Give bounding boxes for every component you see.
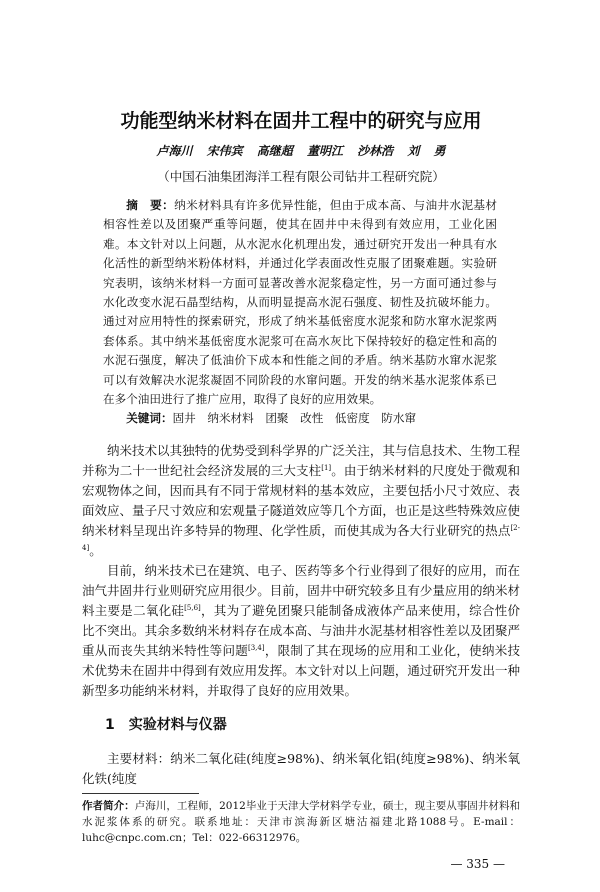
section-title: 实验材料与仪器 (128, 716, 227, 733)
citation: [5,6] (184, 603, 201, 612)
text-run: 。 (89, 542, 102, 558)
page-number: — 335 — (450, 856, 505, 871)
section-number: 1 (105, 716, 115, 733)
abstract (103, 196, 497, 429)
keywords: 固井 纳米材料 团聚 改性 低密度 防水窜 (172, 411, 417, 426)
abstract-label: 摘 要： (126, 198, 175, 212)
footnote (82, 798, 520, 846)
citation: [3,4] (248, 643, 265, 652)
section-heading (82, 715, 520, 735)
footnote-label: 作者简介： (82, 799, 135, 812)
footnote-divider (82, 793, 199, 794)
text-run: ，其为了避免团聚只能制备成液体产品来使用，综合性价比不突出。其余多数纳米材料存在成本高、与油井水泥基材相容性差以及团聚严重从而丧失其纳米特性等问题 (82, 602, 520, 658)
footnote-text: 卢海川，工程师，2012毕业于天津大学材料学专业，硕士，现主要从事固井材料和水泥浆体系的研究。联系地址：天津市滨海新区塘沽福建北路1088号。E-mail：luhc@cnpc.com.cn；Tel：022-66312976。 (82, 799, 520, 844)
materials-paragraph: 主要材料：纳米二氧化硅(纯度≥98%)、纳米氧化铝(纯度≥98%)、纳米氧化铁(纯度 (82, 750, 520, 786)
author-list: 卢海川 宋伟宾 高继超 董明江 沙林浩 刘 勇 (156, 144, 446, 158)
paragraph (82, 441, 520, 561)
text-run: 纳米技术以其独特的优势受到科学界的广泛关注，其与信息技术、生物工程并称为二十一世纪社会经济发展的三大支柱 (82, 442, 520, 478)
keywords-label: 关键词： (126, 411, 173, 426)
citation: [2-4] (82, 523, 520, 552)
text-run: ，限制了其在现场的应用和工业化，使纳米技术优势未在固井中得到有效应用发挥。本文针对以上问题，通过研究开发出一种新型多功能纳米材料，并取得了良好的应用效果。 (82, 642, 520, 698)
text-run: 。由于纳米材料的尺度处于微观和宏观物体之间，因而具有不同于常规材料的基本效应，主要包括小尺寸效应、表面效应、量子尺寸效应和宏观量子隧道效应等几个方面，也正是这些特殊效应使纳米材料呈现出许多特异的物理、化学性质，而使其成为各大行业研究的热点 (82, 462, 520, 538)
paragraph (82, 561, 520, 701)
affiliation: （中国石油集团海洋工程有限公司钻井工程研究院） (157, 169, 445, 184)
paper-title: 功能型纳米材料在固井工程中的研究与应用 (120, 110, 482, 132)
citation: [1] (321, 463, 332, 472)
body-text (82, 441, 520, 701)
text-run: 目前，纳米技术已在建筑、电子、医药等多个行业得到了很好的应用，而在油气井固井行业则研究应用很少。目前，固井中研究较多且有少量应用的纳米材料主要是二氧化硅 (82, 562, 520, 618)
abstract-text: 纳米材料具有许多优异性能，但由于成本高、与油井水泥基材相容性差以及团聚严重等问题，使其在固井中未得到有效应用，工业化困难。本文针对以上问题，从水泥水化机理出发，通过研究开发出一种具有水化活性的新型纳米粉体材料，并通过化学表面改性克服了团聚难题。实验研究表明，该纳米材料一方面可显著改善水泥浆稳定性，另一方面可通过参与水化改变水泥石晶型结构，从而明显提高水泥石强度、韧性及抗破坏能力。通过对应用特性的探索研究，形成了纳米基低密度水泥浆和防水窜水泥浆两套体系。其中纳米基低密度水泥浆可在高水灰比下保持较好的稳定性和高的水泥石强度，解决了低油价下成本和性能之间的矛盾。纳米基防水窜水泥浆可以有效解决水泥浆凝固不同阶段的水窜问题。开发的纳米基水泥浆体系已在多个油田进行了推广应用，取得了良好的应用效果。 (103, 198, 497, 407)
